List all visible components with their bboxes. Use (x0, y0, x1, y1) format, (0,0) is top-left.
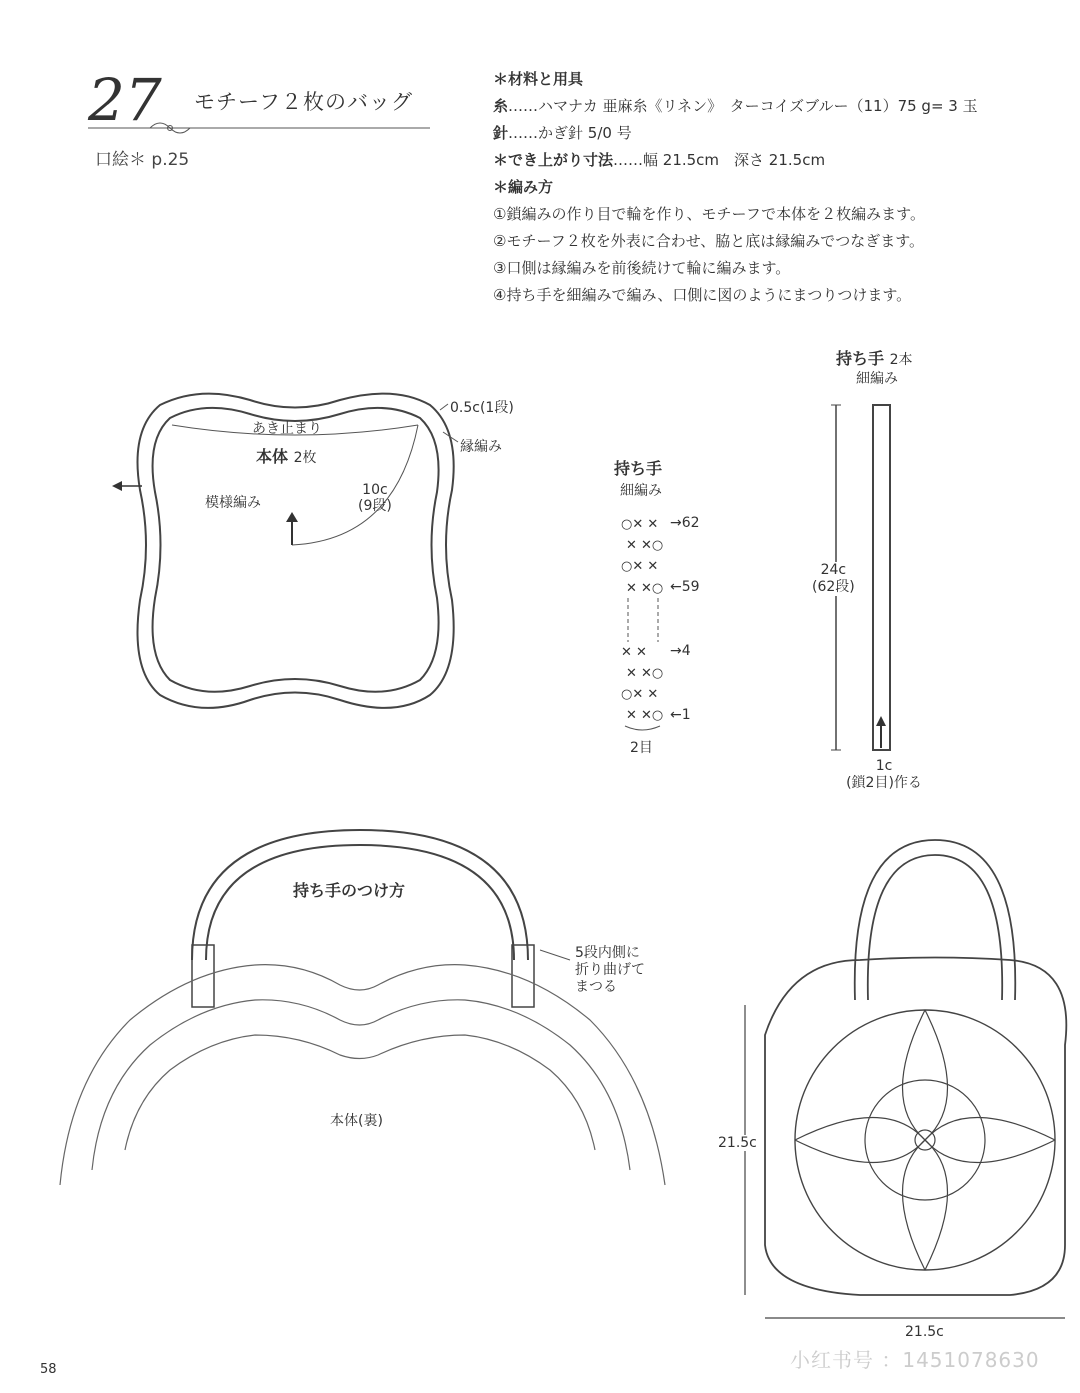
fold-note: 5段内側に 折り曲げて まつる (575, 945, 645, 995)
bag-width-label: 21.5c (905, 1324, 944, 1340)
svg-text:○✕ ✕: ○✕ ✕ (621, 687, 659, 702)
handle-title: 持ち手 2本 (836, 349, 913, 368)
svg-text:✕ ✕○: ✕ ✕○ (626, 708, 664, 723)
body-label: 本体 2枚 (256, 447, 317, 466)
stitch-count-label: 2目 (630, 740, 653, 756)
svg-text:✕ ✕○: ✕ ✕○ (626, 538, 664, 553)
photo-reference: 口絵＊ p.25 (95, 150, 190, 170)
handle-chart-title: 持ち手 (614, 459, 663, 478)
svg-text:✕ ✕○: ✕ ✕○ (626, 666, 664, 681)
attach-title: 持ち手のつけ方 (293, 881, 406, 900)
method-heading: ＊編み方 (493, 178, 554, 196)
finished-bag (765, 840, 1066, 1295)
bag-height-label: 21.5c (718, 1135, 757, 1151)
edge-label: 0.5c(1段) (450, 400, 514, 416)
pattern-title: モチーフ２枚のバッグ (194, 90, 413, 114)
size-line: ＊でき上がり寸法……幅 21.5cm 深さ 21.5cm (493, 151, 826, 169)
handle-width-label: 1c (鎖2目)作る (846, 758, 922, 791)
page-number: 58 (40, 1362, 57, 1377)
materials-heading: ＊材料と用具 (493, 70, 584, 88)
body-motif-outline (138, 394, 454, 708)
radius-label: 10c (9段) (358, 482, 392, 514)
handle-stitch: 細編み (856, 371, 898, 387)
edging-label: 縁編み (460, 439, 502, 455)
pattern-number: 27 (88, 66, 162, 134)
step-2: ②モチーフ２枚を外表に合わせ、脇と底は縁編みでつなぎます。 (493, 232, 925, 250)
row-1-label: ←1 (670, 707, 691, 723)
step-3: ③口側は縁編みを前後続けて輪に編みます。 (493, 259, 791, 277)
step-1: ①鎖編みの作り目で輪を作り、モチーフで本体を２枚編みます。 (493, 205, 925, 223)
handle-arrow-icon (876, 716, 886, 726)
left-arrow-icon (112, 481, 122, 491)
svg-text:○✕ ✕: ○✕ ✕ (621, 559, 659, 574)
pattern-label: 模様編み (205, 495, 261, 511)
svg-text:○✕ ✕: ○✕ ✕ (621, 517, 659, 532)
yarn-line: 糸……ハマナカ 亜麻糸《リネン》 ターコイズブルー（11）75 g= 3 玉 (493, 97, 978, 115)
attach-scallop-edge (60, 965, 665, 1185)
handle-chart-stitch: 細編み (620, 483, 662, 499)
handle-strip (873, 405, 890, 750)
body-back-label: 本体(裏) (330, 1113, 383, 1129)
direction-arrow-icon (286, 512, 298, 522)
row-59-label: ←59 (670, 579, 700, 595)
svg-text:✕ ✕○: ✕ ✕○ (626, 581, 664, 596)
opening-label: あき止まり (252, 421, 322, 437)
handle-length-label: 24c (62段) (812, 562, 855, 595)
needle-line: 針……かぎ針 5/0 号 (493, 124, 632, 142)
handle-stitch-chart (621, 517, 663, 723)
watermark: 小红书号 ：1451078630 (790, 1348, 1040, 1372)
svg-text:✕ ✕: ✕ ✕ (621, 645, 647, 660)
radius-arc (292, 425, 418, 545)
row-62-label: →62 (670, 515, 700, 531)
row-4-label: →4 (670, 643, 691, 659)
step-4: ④持ち手を細編みで編み、口側に図のようにまつりつけます。 (493, 286, 912, 304)
